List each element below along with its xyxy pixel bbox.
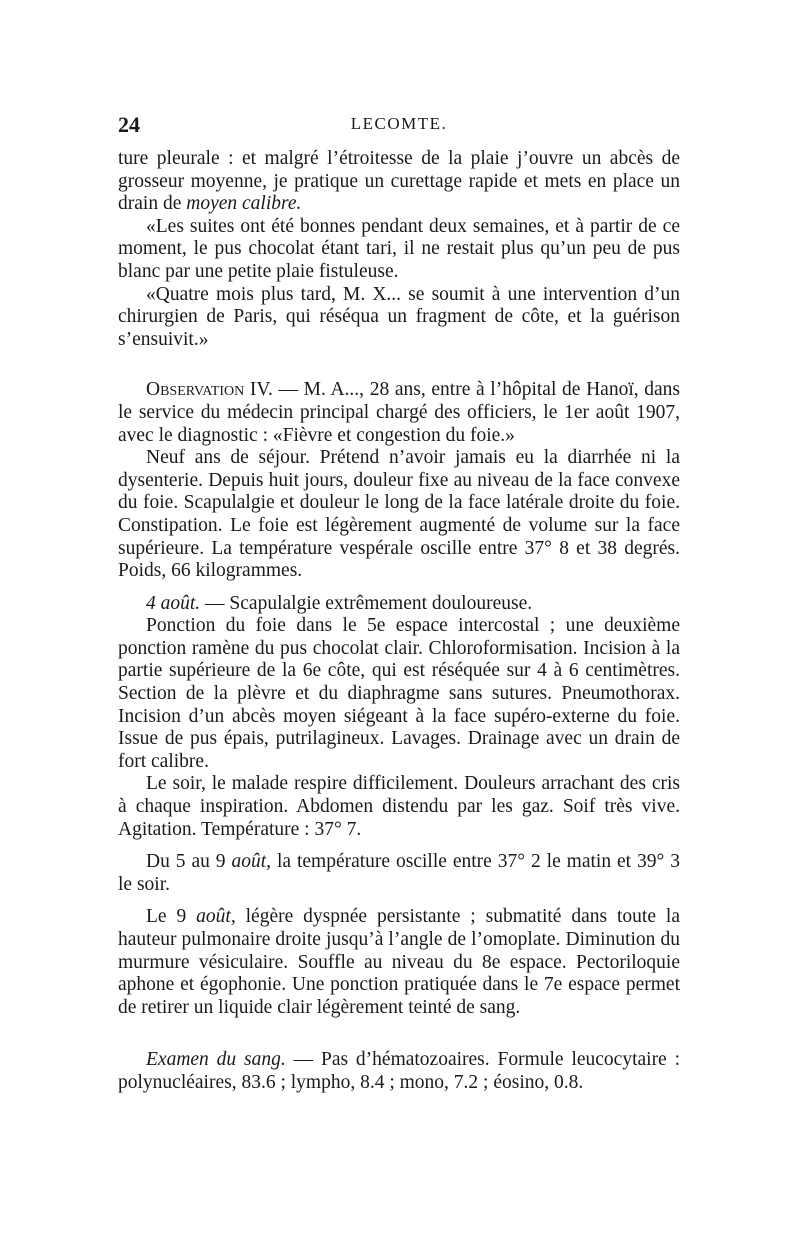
paragraph: «Les suites ont été bonnes pendant deux semaines, et à partir de ce moment, le pus chocolat étant tari, il ne restait plus qu’un peu de pus blanc par une petite plaie fistuleuse. [118,215,680,282]
section-label: Examen du sang. [146,1049,286,1071]
page-number: 24 [118,112,140,137]
date-label: août, [231,851,272,873]
emphasis: moyen calibre. [186,193,302,215]
dated-paragraph: 4 août. — Scapulalgie extrêmement douloureuse. [146,592,533,614]
dated-paragraph: Du 5 au 9 août, la température oscille entre 37° 2 le matin et 39° 3 le soir. [118,851,680,895]
blood-exam-paragraph: Examen du sang. — Pas d’hématozoaires. Formule leucocytaire : polynucléaires, 83.6 ; lympho, 8.4 ; mono, 7.2 ; éosino, 0.8. [118,1049,680,1093]
paragraph-continuation: ture pleurale : et malgré l’étroitesse de la plaie j’ouvre un abcès de grosseur moyenne, je pratique un curettage rapide et mets en place un drain de moyen calibre. [118,148,680,215]
date-label: 4 août. [146,592,201,614]
observation-heading-paragraph: Observation IV. — M. A..., 28 ans, entre à l’hôpital de Hanoï, dans le service du médecin principal chargé des officiers, le 1er août 1907, avec le diagnostic : «Fièvre et congestion du foie.» [118,379,681,446]
dated-paragraph: Le 9 août, légère dyspnée persistante ; submatité dans toute la hauteur pulmonaire droite jusqu’à l’angle de l’omoplate. Diminution du murmure vésiculaire. Souffle au niveau du 8e espace. Pectoriloquie aphone et égophonie. Une ponction pratiquée dans le 7e espace permet de retirer un liquide clair légèrement teinté de sang. [118,906,680,1018]
running-head: LECOMTE. [350,114,448,133]
page-header [118,112,680,140]
paragraph: Ponction du foie dans le 5e espace intercostal ; une deuxième ponction ramène du pus chocolat clair. Chloroformisation. Incision à la partie supérieure de la 6e côte, qui est réséquée sur 4 à 6 centimètres. Section de la plèvre et du diaphragme sans sutures. Pneumothorax. Incision d’un abcès moyen siégeant à la face supéro-externe du foie. Issue de pus épais, putrilagineux. Lavages. Drainage avec un drain de fort calibre. [118,615,680,772]
paragraph: Le soir, le malade respire difficilement. Douleurs arrachant des cris à chaque inspiration. Abdomen distendu par les gaz. Soif très vive. Agitation. Température : 37° 7. [118,773,680,840]
paragraph: Neuf ans de séjour. Prétend n’avoir jamais eu la diarrhée ni la dysenterie. Depuis huit jours, douleur fixe au niveau de la face convexe du foie. Scapulalgie et douleur le long de la face latérale droite du foie. Constipation. Le foie est légèrement augmenté de volume sur la face supérieure. La température vespérale oscille entre 37° 8 et 38 degrés. Poids, 66 kilogrammes. [118,447,680,582]
date-label: août, [196,906,236,928]
paragraph: «Quatre mois plus tard, M. X... se soumit à une intervention d’un chirurgien de Paris, qui réséqua un fragment de côte, et la guérison s’ensuivit.» [118,283,680,350]
observation-title: Observation IV. [146,379,273,401]
body-text [118,148,680,1095]
